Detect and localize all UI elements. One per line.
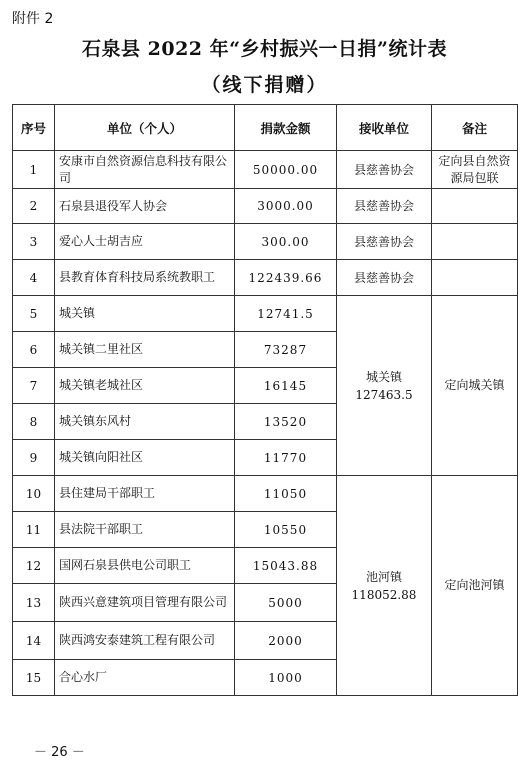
group-note-chihe: 定向池河镇 <box>432 476 518 696</box>
page-number: － 26 － <box>34 745 85 760</box>
row-amount: 2000 <box>235 622 337 660</box>
row-unit: 城关镇二里社区 <box>55 332 235 368</box>
row-amount: 1000 <box>235 660 337 696</box>
row-amount: 12741.5 <box>235 296 337 332</box>
table-row <box>13 260 518 296</box>
attachment-label: 附件 2 <box>12 11 54 27</box>
row-receiver: 县慈善协会 <box>337 260 432 296</box>
row-amount: 5000 <box>235 584 337 622</box>
row-unit: 城关镇东风村 <box>55 404 235 440</box>
row-amount: 16145 <box>235 368 337 404</box>
row-note: 定向县自然资源局包联 <box>432 151 518 189</box>
col-header-unit: 单位（个人） <box>55 105 235 151</box>
group-receiver-total: 118052.88 <box>351 587 417 602</box>
row-amount: 15043.88 <box>235 548 337 584</box>
row-number: 5 <box>13 296 55 332</box>
donation-table <box>12 104 518 696</box>
page-subtitle: （线下捐赠） <box>201 74 328 96</box>
row-receiver: 县慈善协会 <box>337 189 432 224</box>
group-receiver-name: 城关镇 <box>365 369 402 384</box>
row-number: 8 <box>13 404 55 440</box>
row-number: 15 <box>13 660 55 696</box>
group-receiver-name: 池河镇 <box>365 569 402 584</box>
row-amount: 73287 <box>235 332 337 368</box>
row-note <box>432 189 518 224</box>
row-amount: 300.00 <box>235 224 337 260</box>
group-receiver-chengguan <box>337 296 432 476</box>
row-unit: 城关镇老城社区 <box>55 368 235 404</box>
row-number: 1 <box>13 151 55 189</box>
row-unit: 城关镇 <box>55 296 235 332</box>
row-amount: 3000.00 <box>235 189 337 224</box>
row-amount: 11770 <box>235 440 337 476</box>
row-amount: 13520 <box>235 404 337 440</box>
row-number: 11 <box>13 512 55 548</box>
table-row <box>13 296 518 332</box>
row-number: 12 <box>13 548 55 584</box>
row-number: 9 <box>13 440 55 476</box>
row-note <box>432 260 518 296</box>
page-title: 石泉县 2022 年“乡村振兴一日捐”统计表 <box>82 38 447 60</box>
row-number: 10 <box>13 476 55 512</box>
col-header-note: 备注 <box>432 105 518 151</box>
table-row <box>13 224 518 260</box>
row-note <box>432 224 518 260</box>
row-unit: 县住建局干部职工 <box>55 476 235 512</box>
col-header-no: 序号 <box>13 105 55 151</box>
row-number: 7 <box>13 368 55 404</box>
row-unit: 安康市自然资源信息科技有限公司 <box>55 151 235 189</box>
row-number: 3 <box>13 224 55 260</box>
row-unit: 县教育体育科技局系统教职工 <box>55 260 235 296</box>
row-amount: 50000.00 <box>235 151 337 189</box>
row-unit: 国网石泉县供电公司职工 <box>55 548 235 584</box>
table-row <box>13 476 518 512</box>
row-unit: 合心水厂 <box>55 660 235 696</box>
row-unit: 陕西鸿安泰建筑工程有限公司 <box>55 622 235 660</box>
row-amount: 11050 <box>235 476 337 512</box>
row-unit: 陕西兴意建筑项目管理有限公司 <box>55 584 235 622</box>
row-number: 4 <box>13 260 55 296</box>
table-row <box>13 151 518 189</box>
col-header-receiver: 接收单位 <box>337 105 432 151</box>
row-number: 2 <box>13 189 55 224</box>
row-unit: 爱心人士胡吉应 <box>55 224 235 260</box>
row-amount: 122439.66 <box>235 260 337 296</box>
group-receiver-chihe <box>337 476 432 696</box>
row-amount: 10550 <box>235 512 337 548</box>
row-number: 6 <box>13 332 55 368</box>
row-number: 13 <box>13 584 55 622</box>
row-unit: 城关镇向阳社区 <box>55 440 235 476</box>
group-receiver-total: 127463.5 <box>355 387 413 402</box>
row-receiver: 县慈善协会 <box>337 224 432 260</box>
row-receiver: 县慈善协会 <box>337 151 432 189</box>
col-header-amount: 捐款金额 <box>235 105 337 151</box>
table-row <box>13 189 518 224</box>
table-header-row <box>13 105 518 151</box>
row-unit: 县法院干部职工 <box>55 512 235 548</box>
group-note-chengguan: 定向城关镇 <box>432 296 518 476</box>
row-number: 14 <box>13 622 55 660</box>
row-unit: 石泉县退役军人协会 <box>55 189 235 224</box>
